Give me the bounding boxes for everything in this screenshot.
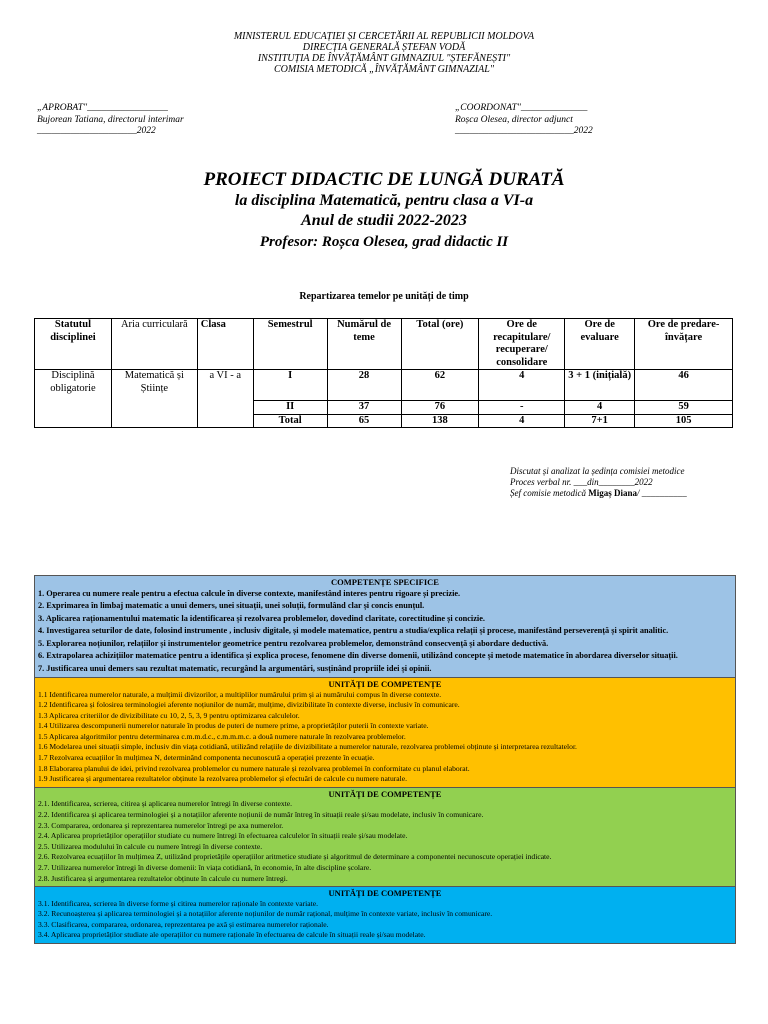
table-cell: 4 (565, 401, 635, 415)
list-item: 2.4. Aplicarea proprietăților operațiilor studiate cu numere întregi în efectuarea calculelor în situații reale și/sau modelate. (38, 831, 408, 841)
institution-header (0, 31, 768, 75)
coordinated-name: Roșca Olesea, director adjunct (455, 114, 573, 125)
section-title: UNITĂȚI DE COMPETENȚE (328, 679, 442, 689)
title-teacher: Profesor: Roșca Olesea, grad didactic II (259, 234, 509, 250)
table-cell: 76 (401, 401, 479, 415)
table-header: Numărul de teme (327, 319, 401, 370)
table-cell: 7+1 (565, 414, 635, 428)
methodical-commission-note (510, 466, 687, 499)
table-cell: 4 (479, 414, 565, 428)
table-header: Ore de predare-învățare (635, 319, 733, 370)
table-cell-status: Disciplină obligatorie (35, 370, 112, 428)
list-item: 1.4 Utilizarea descompunerii numerelor naturale în produs de puteri de numere prime, a proprietăților puterii în contexte variate. (38, 721, 429, 731)
table-cell: 138 (401, 414, 479, 428)
list-item: 2.2. Identificarea și aplicarea terminologiei și a notațiilor aferente noțiunii de număr întreg în situații reale și/sau modelate, inclusiv în comunicare. (38, 809, 484, 819)
unit-competences-section-1 (35, 678, 735, 788)
table-header-row (35, 319, 733, 370)
title-main: PROIECT DIDACTIC DE LUNGĂ DURATĂ (203, 169, 565, 190)
table-cell: I (253, 370, 327, 401)
list-item: 3.3. Clasificarea, compararea, ordonarea, reprezentarea pe axă și estimarea numerelor raționale. (38, 919, 329, 929)
table-cell: 3 + 1 (inițială) (565, 370, 635, 401)
coordination-block (455, 103, 593, 138)
table-cell-class: a VI - a (197, 370, 253, 428)
table-cell: 59 (635, 401, 733, 415)
list-item: 2. Exprimarea în limbaj matematic a unui demers, unei situații, unei soluții, formulând clar și concis enunțul. (38, 601, 425, 610)
title-year: Anul de studii 2022-2023 (301, 212, 467, 229)
list-item: 1.9 Justificarea și argumentarea rezultatelor obținute la rezolvarea problemelor și efectuări de calcule cu numere naturale. (38, 774, 408, 784)
list-item: 1.7 Rezolvarea ecuațiilor în mulțimea N, determinând componenta necunoscută a operației prezente în ecuație. (38, 753, 375, 763)
table-cell: II (253, 401, 327, 415)
table-cell: 4 (479, 370, 565, 401)
list-item: 3. Aplicarea raționamentului matematic la identificarea și rezolvarea problemelor, dovedind claritate, corectitudine și concizie. (38, 613, 485, 623)
list-item: 4. Investigarea seturilor de date, folosind instrumente , inclusiv digitale, și modele matematice, pentru a studia/explica relații și procese, manifestând perseverență și spirit analitic. (38, 626, 669, 635)
list-item: 2.1. Identificarea, scrierea, citirea și aplicarea numerelor întregi în diverse contexte. (38, 799, 293, 809)
discuss-line: Discutat și analizat la ședința comisiei metodice (510, 466, 685, 476)
list-item: 5. Explorarea noțiunilor, relațiilor și instrumentelor geometrice pentru rezolvarea problemelor, demonstrând consecvență și abordare deductivă. (38, 638, 549, 648)
section-title: COMPETENȚE SPECIFICE (331, 577, 439, 587)
document-title (0, 169, 768, 253)
list-item: 3.4. Aplicarea proprietăților studiate ale operațiilor cu numere raționale în efectuarea de calcule în situații reale și/sau modelate. (38, 930, 426, 940)
title-discipline: la disciplina Matematică, pentru clasa a VI-a (234, 192, 534, 209)
competences-table (34, 575, 736, 944)
protocol-line: Proces verbal nr. ___din________2022 (510, 477, 653, 487)
table-header: Semestrul (253, 319, 327, 370)
commission-line: COMISIA METODICĂ „ÎNVĂȚĂMÂNT GIMNAZIAL" (273, 64, 495, 75)
coordinated-date: _________________________2022 (455, 126, 593, 136)
list-item: 1.2 Identificarea și folosirea terminologiei aferente noțiunilor de număr, mulțime, divizibilitate în contexte diverse, inclusiv în comunicare. (38, 700, 460, 710)
table-header: Statutul disciplinei (35, 319, 112, 370)
commission-head-name: Migaș Diana (588, 488, 637, 498)
table-header: Ore de recapitulare/ recuperare/ consolidare (479, 319, 565, 370)
list-item: 1.6 Modelarea unei situații simple, inclusiv din viața cotidiană, utilizând relațiile de divizibilitate a numerelor naturale, rezolvarea problemei obținute și interpretarea rezultatelor. (38, 742, 577, 752)
table-header: Total (ore) (401, 319, 479, 370)
list-item: 2.8. Justificarea și argumentarea rezultatelor obținute în calcule cu numere întregi. (38, 873, 288, 883)
table-header: Ore de evaluare (565, 319, 635, 370)
table-cell: 65 (327, 414, 401, 428)
table-cell: - (479, 401, 565, 415)
list-item: 2.3. Compararea, ordonarea și reprezentarea numerelor întregi pe axa numerelor. (38, 820, 284, 830)
approved-name: Bujorean Tatiana, directorul interimar (37, 114, 184, 125)
list-item: 2.6. Rezolvarea ecuațiilor în mulțimea Z, utilizând proprietățile operațiilor aritmetice studiate și algoritmul de determinare a componentei necunoscute operației indicate. (38, 852, 552, 862)
list-item: 3.2. Recunoașterea și aplicarea terminologiei și a notațiilor aferente noțiunilor de număr rațional, mulțime în contexte variate, inclusiv în comunicare. (38, 909, 493, 919)
ministry-line: MINISTERUL EDUCAȚIEI ȘI CERCETĂRII AL REPUBLICII MOLDOVA (233, 31, 535, 42)
list-item: 3.1. Identificarea, scrierea în diverse forme și citirea numerelor raționale în contexte variate. (38, 898, 318, 908)
approved-date: _____________________2022 (37, 126, 156, 136)
table-cell: Total (253, 414, 327, 428)
table-cell: 28 (327, 370, 401, 401)
table-cell: 37 (327, 401, 401, 415)
institution-line: INSTITUȚIA DE ÎNVĂȚĂMÂNT GIMNAZIUL "ȘTEFĂNEȘTI" (257, 53, 511, 64)
list-item: 1.8 Elaborarea planului de idei, privind rezolvarea problemelor cu numere naturale și rezolvarea problemei în conformitate cu planul elaborat. (38, 763, 470, 773)
distribution-heading: Repartizarea temelor pe unități de timp (299, 291, 469, 302)
table-cell: 105 (635, 414, 733, 428)
unit-competences-section-2 (35, 788, 735, 887)
list-item: 1. Operarea cu numere reale pentru a efectua calcule în diverse contexte, manifestând interes pentru rigoare și precizie. (38, 588, 461, 598)
unit-competences-section-3 (35, 887, 735, 943)
table-cell-area: Matematică și Științe (111, 370, 197, 428)
section-title: UNITĂȚI DE COMPETENȚE (328, 888, 442, 899)
commission-head-label: Șef comisie metodică (510, 488, 589, 498)
section-title: UNITĂȚI DE COMPETENȚE (328, 788, 442, 799)
commission-head-signature: / __________ (637, 488, 687, 498)
table-row (35, 370, 733, 401)
direction-line: DIRECȚIA GENERALĂ ȘTEFAN VODĂ (302, 42, 466, 53)
list-item: 1.3 Aplicarea criteriilor de divizibilitate cu 10, 2, 5, 3, 9 pentru optimizarea calculelor. (38, 710, 300, 720)
list-item: 6. Extrapolarea achizițiilor matematice pentru a identifica și explica procese, fenomene din diverse domenii, utilizând concepte și metode matematice în abordarea diverselor situații. (38, 651, 678, 660)
table-cell: 62 (401, 370, 479, 401)
specific-competences-section (35, 576, 735, 678)
approval-block (37, 103, 184, 138)
time-distribution-table (34, 318, 733, 428)
list-item: 1.1 Identificarea numerelor naturale, a mulțimii divizorilor, a multiplilor numărului prim și ai numărului compus în diverse contexte. (38, 689, 442, 699)
coordinated-label: „COORDONAT"______________ (455, 103, 588, 113)
commission-head-line (510, 488, 687, 499)
list-item: 2.7. Utilizarea numerelor întregi în diverse domenii: în viața cotidiană, în economie, în alte discipline școlare. (38, 862, 372, 872)
list-item: 7. Justificarea unui demers sau rezultat matematic, recurgând la argumentări, susținând propriile idei și opinii. (38, 663, 432, 673)
approved-label: „APROBAT"_________________ (37, 103, 168, 113)
list-item: 1.5 Aplicarea algoritmilor pentru determinarea c.m.m.d.c., c.m.m.m.c. a două numere naturale în rezolvarea problemelor. (38, 731, 406, 741)
table-cell: 46 (635, 370, 733, 401)
table-header: Clasa (197, 319, 253, 370)
list-item: 2.5. Utilizarea modulului în calcule cu numere întregi în diverse contexte. (38, 841, 263, 851)
table-header: Aria curriculară (111, 319, 197, 370)
